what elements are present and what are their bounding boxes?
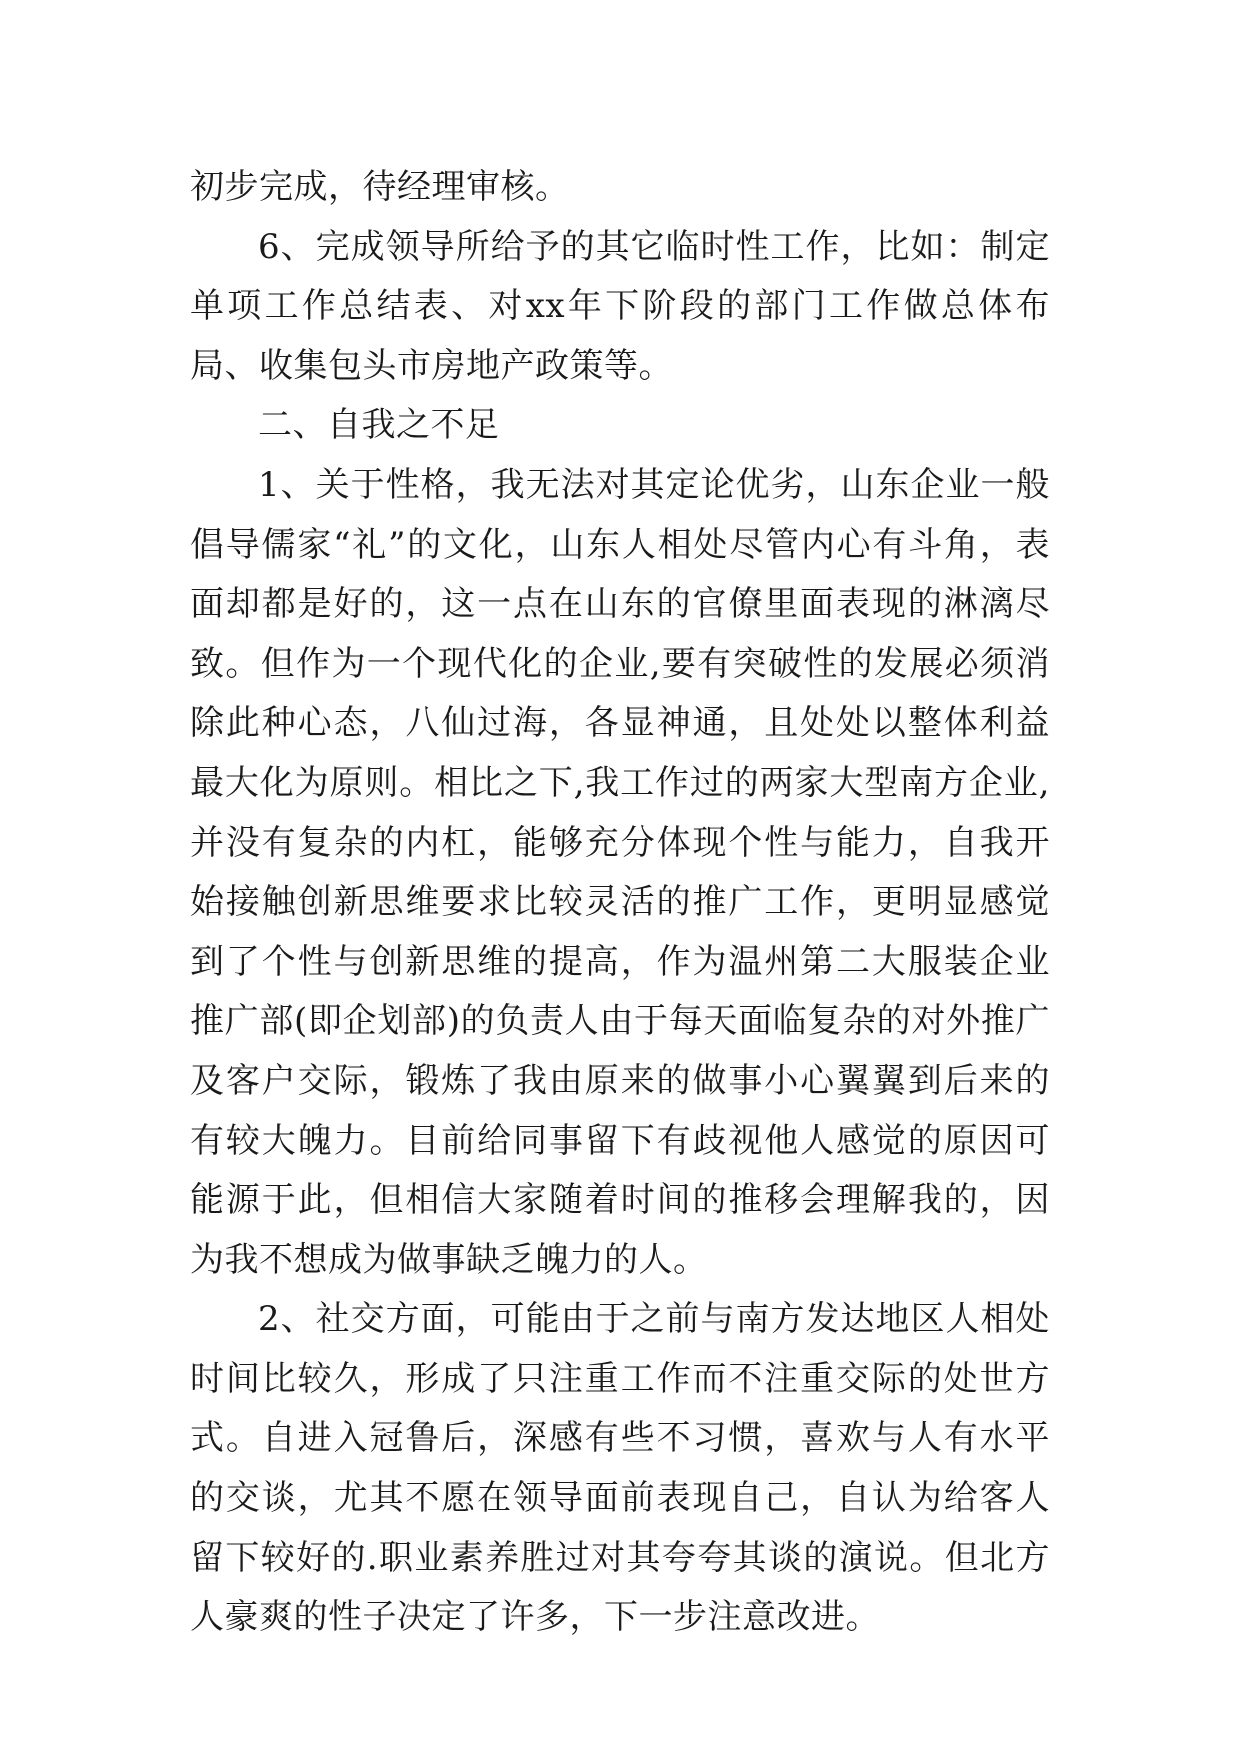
paragraph-social: 2、社交方面，可能由于之前与南方发达地区人相处时间比较久，形成了只注重工作而不注重交际的处世方式。自进入冠鲁后，深感有些不习惯，喜欢与人有水平的交谈，尤其不愿在领导面前表现自己，自认为给客人留下较好的.职业素养胜过对其夸夸其谈的演说。但北方人豪爽的性子决定了许多，下一步注意改进。 bbox=[190, 1299, 1050, 1638]
paragraph-item-6: 6、完成领导所给予的其它临时性工作，比如：制定单项工作总结表、对xx年下阶段的部门工作做总体布局、收集包头市房地产政策等。 bbox=[190, 226, 1050, 386]
paragraph-continuation: 初步完成，待经理审核。 bbox=[190, 167, 570, 207]
section-heading-shortcomings: 二、自我之不足 bbox=[258, 405, 500, 446]
document-body bbox=[190, 158, 1050, 1648]
paragraph-personality: 1、关于性格，我无法对其定论优劣，山东企业一般倡导儒家“礼”的文化，山东人相处尽管内心有斗角，表面却都是好的，这一点在山东的官僚里面表现的淋漓尽致。但作为一个现代化的企业,要有突破性的发展必须消除此种心态，八仙过海，各显神通，且处处以整体利益最大化为原则。相比之下,我工作过的两家大型南方企业,并没有复杂的内杠，能够充分体现个性与能力，自我开始接触创新思维要求比较灵活的推广工作，更明显感觉到了个性与创新思维的提高，作为温州第二大服装企业推广部(即企划部)的负责人由于每天面临复杂的对外推广及客户交际，锻炼了我由原来的做事小心翼翼到后来的有较大魄力。目前给同事留下有歧视他人感觉的原因可能源于此，但相信大家随着时间的推移会理解我的，因为我不想成为做事缺乏魄力的人。 bbox=[190, 464, 1050, 1280]
